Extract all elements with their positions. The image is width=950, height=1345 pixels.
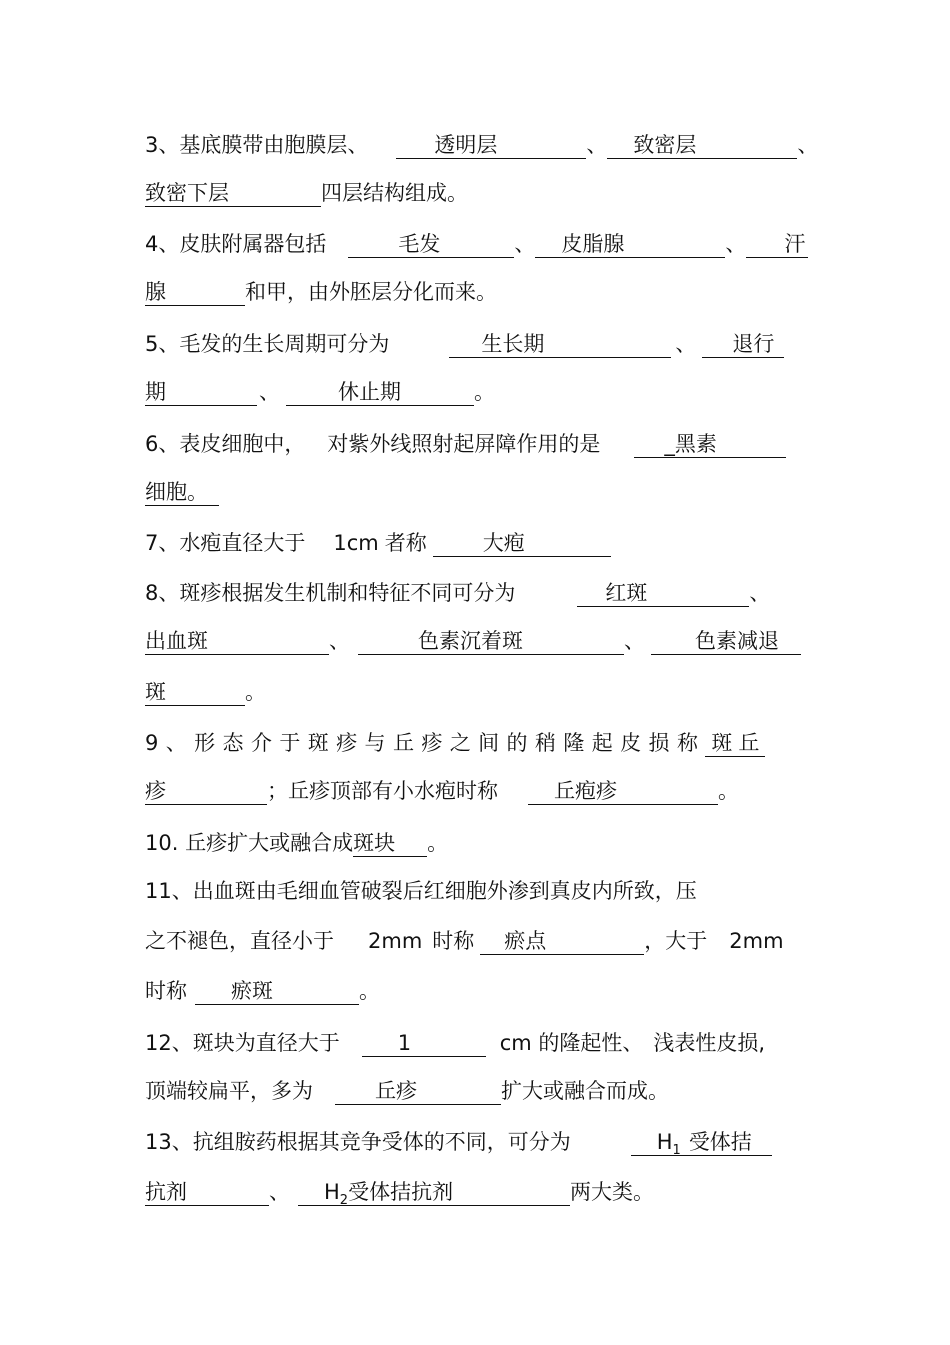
q5-answer-3: 休止期 — [286, 379, 474, 406]
question-11-line-2: 之不褪色，直径小于 2mm 时称 瘀点 ，大于 2mm — [145, 929, 784, 953]
question-3-line-2 — [145, 178, 807, 208]
q6-prefix: 6、表皮细胞中， — [145, 432, 306, 456]
q3-prefix: 3、基底膜带由胞膜层、 — [145, 133, 369, 157]
question-13-line-2: 抗剂 、 $H_2$受体拮抗剂 两大类。 — [145, 1180, 654, 1209]
q6-middle: 对紫外线照射起屏障作用的是 — [327, 432, 601, 456]
q4-suffix: 和甲，由外胚层分化而来。 — [245, 280, 497, 304]
question-4-line-2 — [145, 277, 807, 307]
q9-answer-1b: 疹 — [145, 778, 267, 805]
question-9-line-1 — [145, 728, 807, 758]
q8-answer-4a: 色素减退 — [651, 628, 801, 655]
q8-prefix: 8、斑疹根据发生机制和特征不同可分为 — [145, 581, 516, 605]
question-12-line-1: 12、斑块为直径大于 1 cm 的隆起性、 浅表性皮损, — [145, 1031, 766, 1055]
question-12-line-2: 顶端较扁平，多为 丘疹 扩大或融合而成。 — [145, 1079, 669, 1103]
question-5-line-2: 期 、 休止期 。 — [145, 380, 495, 404]
q6-answer-1: _黑素 — [634, 431, 786, 458]
q4-answer-3a: 汗 — [746, 231, 808, 258]
q13-answer-2: $H_2$受体拮抗剂 — [298, 1179, 570, 1206]
question-13-line-1 — [145, 1127, 807, 1157]
q5-prefix: 5、毛发的生长周期可分为 — [145, 332, 390, 356]
question-11-line-3: 时称 瘀斑 。 — [145, 979, 380, 1003]
question-10-line: 10. 丘疹扩大或融合成斑块 。 — [145, 831, 449, 855]
q12-prefix: 12、斑块为直径大于 — [145, 1031, 340, 1055]
q7-prefix: 7、水疱直径大于 — [145, 531, 306, 555]
q6-answer-1b: 细胞。 — [145, 479, 219, 506]
q12-answer-1: 1 — [362, 1030, 486, 1057]
q4-answer-1: 毛发 — [348, 231, 514, 258]
q8-answer-2: 出血斑 — [145, 628, 329, 655]
q5-answer-2b: 期 — [145, 379, 257, 406]
q3-sep-1: 、 — [586, 133, 608, 157]
q7-answer-1: 大疱 — [433, 530, 611, 557]
question-11-line-1 — [145, 876, 807, 906]
q8-answer-1: 红斑 — [577, 580, 749, 607]
question-4-line-1: 4、皮肤附属器包括 毛发 、 皮脂腺 、 汗 — [145, 229, 807, 259]
q3-answer-3: 致密下层 — [145, 180, 321, 207]
q3-answer-2: 致密层 — [607, 132, 797, 159]
q8-answer-3: 色素沉着斑 — [358, 628, 624, 655]
q13-prefix: 13、抗组胺药根据其竞争受体的不同，可分为 — [145, 1130, 571, 1154]
question-6-line-2 — [145, 477, 807, 507]
q4-prefix: 4、皮肤附属器包括 — [145, 232, 327, 256]
q5-answer-1: 生长期 — [449, 331, 671, 358]
question-8-line-3: 斑 。 — [145, 680, 266, 704]
q4-answer-2: 皮脂腺 — [535, 231, 725, 258]
q11-answer-1: 瘀点 — [480, 928, 644, 955]
question-7-line: 7、水疱直径大于 1cm 者称 大疱 — [145, 528, 807, 558]
q9-answer-2: 丘疱疹 — [528, 778, 718, 805]
q10-answer-1: 斑块 — [353, 830, 427, 857]
q9-mid: ；丘疹顶部有小水疱时称 — [267, 779, 498, 803]
q8-answer-4b: 斑 — [145, 679, 245, 706]
q7-size: 1cm — [333, 531, 379, 555]
question-9-line-2: 疹 ；丘疹顶部有小水疱时称 丘疱疹 。 — [145, 779, 739, 803]
q11-line-1: 11、出血斑由毛细血管破裂后红细胞外渗到真皮内所致，压 — [145, 879, 697, 903]
question-6-line-1 — [145, 429, 807, 459]
q3-sep-2: 、 — [797, 133, 819, 157]
q13-answer-1a: $H_1$ 受体拮 — [631, 1129, 772, 1156]
question-3-line-1 — [145, 130, 819, 160]
q9-prefix: 9、形态介于斑疹与丘疹之间的稍隆起皮损称 — [145, 731, 706, 755]
question-5-line-1: 5、毛发的生长周期可分为 生长期 、 退行 — [145, 329, 807, 359]
q9-answer-1a: 斑丘 — [705, 730, 765, 757]
q3-answer-1: 透明层 — [396, 132, 586, 159]
q12-answer-2: 丘疹 — [335, 1078, 501, 1105]
q13-answer-1b: 抗剂 — [145, 1179, 269, 1206]
question-8-line-1: 8、斑疹根据发生机制和特征不同可分为 红斑 、 — [145, 581, 771, 605]
q5-answer-2a: 退行 — [702, 331, 784, 358]
q4-answer-3b: 腺 — [145, 279, 245, 306]
q11-answer-2: 瘀斑 — [195, 978, 359, 1005]
question-8-line-2: 出血斑 、 色素沉着斑 、 色素减退 — [145, 626, 807, 656]
q3-suffix: 四层结构组成。 — [321, 181, 468, 205]
q10-prefix: 10. 丘疹扩大或融合成 — [145, 831, 354, 855]
